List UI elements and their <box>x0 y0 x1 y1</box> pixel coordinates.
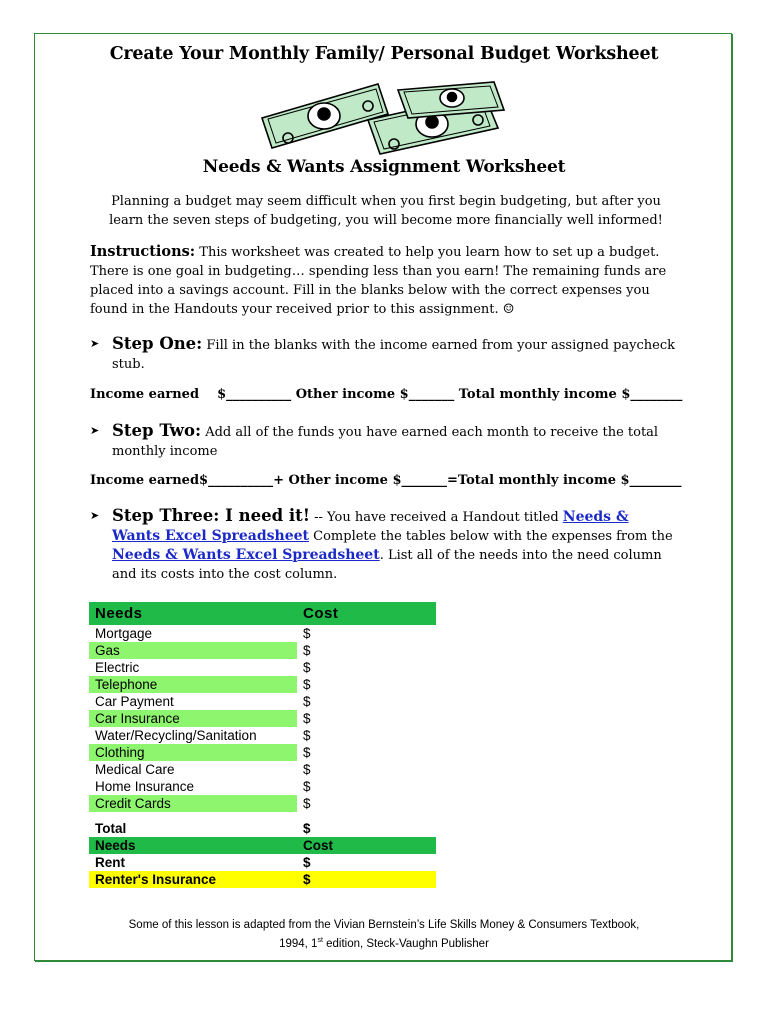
need-item: Telephone <box>89 676 297 693</box>
cost-cell: $ <box>303 762 311 777</box>
cost-cell: $ <box>303 643 311 658</box>
step-two-income-line: Income earned$__________+ Other income $_______=Total monthly income $________ <box>90 473 682 488</box>
need-item: Gas <box>89 642 297 659</box>
need-item: Mortgage <box>95 626 153 641</box>
need-item: Rent <box>95 855 125 870</box>
step-two <box>90 421 680 461</box>
footer-publisher: edition, Steck-Vaughn Publisher <box>322 937 489 950</box>
table-row <box>89 778 436 795</box>
cost-cell: $ <box>303 711 311 726</box>
need-item: Credit Cards <box>89 795 297 812</box>
table-header-row <box>89 602 436 625</box>
instructions-lead: Instructions: <box>90 243 196 260</box>
total-label: Total <box>95 821 127 836</box>
total-row <box>89 820 436 837</box>
table-row <box>89 727 436 744</box>
need-item: Electric <box>95 660 140 675</box>
cost-cell: $ <box>303 855 311 870</box>
step-one-heading: Step One: <box>112 334 203 353</box>
need-item: Medical Care <box>95 762 175 777</box>
need-item: Car Payment <box>95 694 174 709</box>
arrow-bullet-icon: ➤ <box>90 509 100 522</box>
cost-cell: $ <box>303 745 311 760</box>
table-row <box>89 676 436 693</box>
needs-wants-link-1[interactable]: Needs & Wants Excel Spreadsheet <box>112 509 629 544</box>
arrow-bullet-icon: ➤ <box>90 424 100 437</box>
table-row <box>89 795 436 812</box>
cost-cell: $ <box>303 660 311 675</box>
step-three-text-a: -- You have received a Handout titled <box>309 510 563 525</box>
needs-column-header-2: Needs <box>89 837 297 854</box>
worksheet-subtitle: Needs & Wants Assignment Worksheet <box>202 157 566 177</box>
needs-table <box>89 602 436 888</box>
table-header-row-2 <box>89 837 436 854</box>
step-one <box>90 334 680 374</box>
table-row <box>89 710 436 727</box>
step-one-income-line: Income earned $__________ Other income $_______ Total monthly income $________ <box>90 387 683 402</box>
cost-cell: $ <box>303 694 311 709</box>
worksheet-title: Create Your Monthly Family/ Personal Budget Worksheet <box>109 44 659 64</box>
table-row <box>89 761 436 778</box>
table-row <box>89 871 436 888</box>
cost-cell: $ <box>303 677 311 692</box>
cost-cell: $ <box>303 779 311 794</box>
intro-paragraph: Planning a budget may seem difficult when you first begin budgeting, but after you learn the seven steps of budgeting, you will become more financially well informed! <box>109 194 663 228</box>
instructions-paragraph <box>90 242 680 319</box>
table-row <box>89 854 436 871</box>
cost-column-header-2: Cost <box>297 837 436 854</box>
table-spacer <box>89 812 436 820</box>
table-row <box>89 625 436 642</box>
instructions-text: This worksheet was created to help you learn how to set up a budget. There is one goal in budgeting… spending less than you earn! The remaining funds are placed into a savings account. Fill in the blanks below with the correct expenses you found in the Handouts your received prior to this assignment. ☺ <box>90 245 667 317</box>
need-item: Renter's Insurance <box>89 871 297 888</box>
need-item: Car Insurance <box>89 710 297 727</box>
cost-cell: $ <box>303 728 311 743</box>
footer-citation <box>90 918 678 952</box>
money-bills-illustration <box>258 80 510 158</box>
need-item: Clothing <box>89 744 297 761</box>
table-row <box>89 693 436 710</box>
step-one-text: Fill in the blanks with the income earned from your assigned paycheck stub. <box>112 338 676 372</box>
needs-column-header: Needs <box>89 602 297 625</box>
cost-cell: $ <box>297 871 436 888</box>
footer-superscript: st <box>317 937 323 944</box>
footer-line-1: Some of this lesson is adapted from the Vivian Bernstein’s Life Skills Money & Consumers Textbook, <box>128 919 640 931</box>
step-two-text: Add all of the funds you have earned each month to receive the total monthly income <box>112 425 659 459</box>
table-row <box>89 659 436 676</box>
step-two-heading: Step Two: <box>112 421 202 440</box>
arrow-bullet-icon: ➤ <box>90 337 100 350</box>
needs-wants-link-2[interactable]: Needs & Wants Excel Spreadsheet <box>112 547 380 563</box>
footer-year-edition: 1994, 1 <box>279 937 318 950</box>
cost-cell: $ <box>303 796 311 811</box>
step-three-text-b: Complete the tables below with the expenses from the <box>309 529 673 544</box>
need-item: Home Insurance <box>95 779 195 794</box>
need-item: Water/Recycling/Sanitation <box>95 728 257 743</box>
table-row <box>89 744 436 761</box>
footer-line-2 <box>90 933 678 952</box>
table-row <box>89 642 436 659</box>
step-three <box>90 506 680 584</box>
step-three-text-c: . List all of the needs into the need column and its costs into the cost column. <box>112 548 662 582</box>
step-three-heading: Step Three: I need it! <box>112 506 310 525</box>
total-cost: $ <box>303 821 311 836</box>
cost-cell: $ <box>303 626 311 641</box>
cost-column-header: Cost <box>297 602 436 625</box>
